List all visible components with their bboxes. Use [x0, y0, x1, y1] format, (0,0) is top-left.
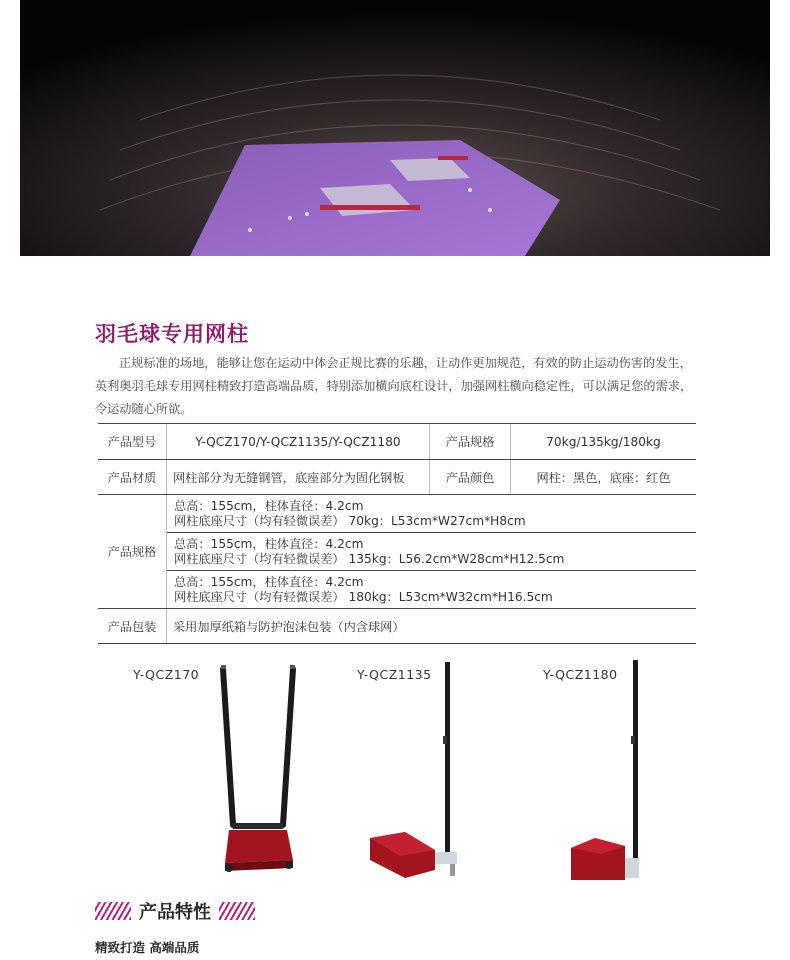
- intro-line: 令运动随心所欲。: [95, 402, 193, 416]
- arena-hero-image: [20, 0, 770, 256]
- table-row: [98, 495, 696, 609]
- table-row: [98, 424, 696, 460]
- decorative-stripes-icon: [95, 902, 131, 920]
- features-subheading: 精致打造 高端品质: [95, 940, 200, 955]
- page-title: 羽毛球专用网柱: [95, 322, 249, 346]
- detail-line: 总高：155cm，柱体直径：4.2cm: [174, 498, 364, 513]
- model-value: Y-QCZ170/Y-QCZ1135/Y-QCZ1180: [167, 424, 430, 460]
- detail-line: 总高：155cm，柱体直径：4.2cm: [174, 574, 364, 589]
- intro-line: 正规标准的场地，能够让您在运动中体会正规比赛的乐趣，让动作更加规范，有效的防止运动伤害的发生，: [119, 356, 692, 370]
- color-label: 产品颜色: [430, 460, 511, 495]
- net-post-qcz1180-image: [565, 660, 655, 885]
- intro-line: 英利奥羽毛球专用网柱精致打造高端品质，特别添加横向底杠设计，加强网柱横向稳定性，可以满足您的需求，: [95, 379, 693, 393]
- decorative-stripes-icon: [219, 902, 255, 920]
- detail-entry: [167, 570, 696, 608]
- color-value: 网柱：黑色，底座：红色: [511, 460, 697, 495]
- size-value: 70kg/135kg/180kg: [511, 424, 697, 460]
- detail-entry: [167, 495, 696, 532]
- detail-line: 网柱底座尺寸（均有轻微误差） 70kg：L53cm*W27cm*H8cm: [174, 513, 526, 528]
- detail-line: 总高：155cm，柱体直径：4.2cm: [174, 536, 364, 551]
- detail-line: 网柱底座尺寸（均有轻微误差） 135kg：L56.2cm*W28cm*H12.5cm: [174, 551, 565, 566]
- package-label: 产品包装: [98, 609, 167, 644]
- package-value: 采用加厚纸箱与防护泡沫包装（内含球网）: [167, 609, 697, 644]
- table-row: [98, 609, 696, 644]
- spec-table: [98, 423, 696, 644]
- size-label: 产品规格: [430, 424, 511, 460]
- net-post-qcz170-image: [215, 665, 305, 880]
- detail-entry: [167, 532, 696, 570]
- detail-label: 产品规格: [98, 495, 167, 609]
- table-row: [98, 460, 696, 495]
- product-name: Y-QCZ170: [133, 667, 200, 682]
- features-heading: [95, 898, 255, 924]
- intro-text: [95, 352, 700, 421]
- features-title: 产品特性: [139, 902, 211, 923]
- net-post-qcz1135-image: [365, 660, 465, 880]
- detail-cell: [167, 495, 697, 609]
- product-name: Y-QCZ1180: [543, 667, 618, 682]
- model-label: 产品型号: [98, 424, 167, 460]
- material-value: 网柱部分为无缝钢管，底座部分为固化钢板: [167, 460, 430, 495]
- detail-line: 网柱底座尺寸（均有轻微误差） 180kg：L53cm*W32cm*H16.5cm: [174, 589, 553, 604]
- product-name: Y-QCZ1135: [357, 667, 432, 682]
- material-label: 产品材质: [98, 460, 167, 495]
